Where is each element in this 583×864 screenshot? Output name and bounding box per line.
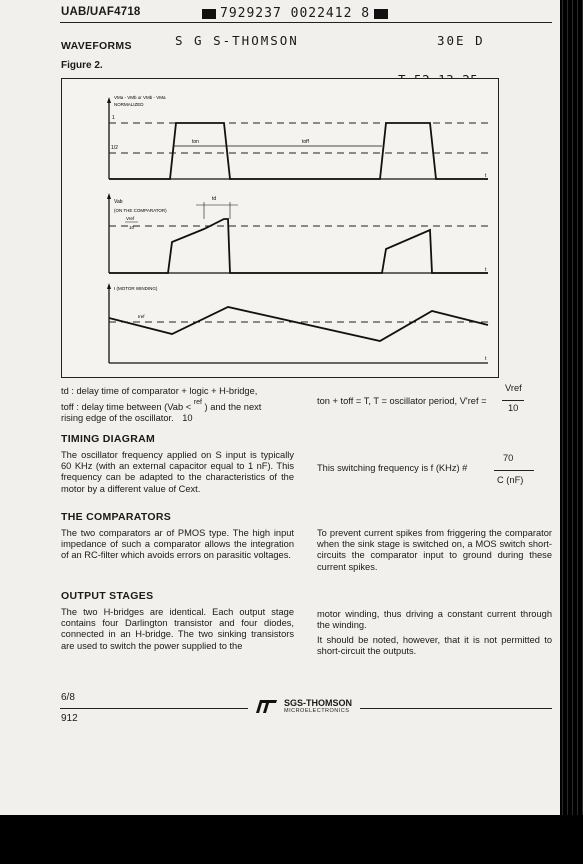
part-number: UAB/UAF4718: [61, 6, 141, 18]
plot3-iref: Iref: [138, 314, 145, 319]
section-output: OUTPUT STAGES: [61, 590, 154, 602]
toff-caption-ten: 10: [182, 413, 193, 423]
barcode-block: [202, 9, 216, 19]
section-timing: TIMING DIAGRAM: [61, 433, 156, 445]
period-denominator: 10: [508, 403, 519, 413]
toff-caption-2: [61, 413, 301, 424]
freq-fraction-bar: [494, 470, 534, 471]
plot2-vref: Vref: [126, 216, 135, 221]
timing-text: The oscillator frequency applied on S input is typically 60 KHz (with an external capacitor equal to 1 nF). This frequency can be adapted to the characteristics of the motor by a different value of Cext.: [61, 450, 294, 494]
toff-caption-a: toff : delay time between (Vab <: [61, 402, 192, 412]
output-right-2: It should be noted, however, that it is not permitted to short-circuit the outputs.: [317, 635, 552, 657]
barcode-text: 7929237 0022412 8: [220, 6, 371, 21]
footer-rule-left: [60, 708, 248, 709]
plot1-ylabel-norm: NORMALIZED: [114, 102, 144, 107]
st-logo-icon: [253, 698, 279, 714]
period-numerator: Vref: [505, 383, 522, 393]
freq-denominator: C (nF): [497, 475, 524, 485]
td-caption: td : delay time of comparator + logic + H-bridge,: [61, 386, 258, 396]
barcode: [198, 6, 392, 21]
page-fraction: 6/8: [61, 692, 75, 703]
plot3-t: t: [485, 356, 487, 362]
plot1-ylabel: VMa - VMb or VMb - VMa: [114, 95, 166, 100]
section-comparators: THE COMPARATORS: [61, 511, 172, 523]
comparators-right: To prevent current spikes from friggering the comparator when the sink stage is switched on, a MOS switch short-circuits the comparator input to ground during these current spikes.: [317, 528, 552, 572]
comparators-left: The two comparators ar of PMOS type. The high input impedance of such a comparator allows the integration of an RC-filter which avoids errors on parasitic voltages.: [61, 528, 294, 561]
footer-rule-right: [360, 708, 552, 709]
scan-edge: [560, 0, 583, 864]
plot2-ylabel: Vab: [114, 199, 123, 205]
plot3-ylabel: I (MOTOR WINDING): [114, 286, 158, 291]
stamp-text: S G S-THOMSON: [175, 33, 299, 48]
page-number: 912: [61, 713, 78, 724]
plot2-ylabel-comp: (ON THE COMPARATOR): [114, 208, 167, 213]
toff-caption-ref: ref: [193, 399, 202, 406]
brand-sub: MICROELECTRONICS: [284, 708, 350, 714]
brand-name: SGS-THOMSON: [284, 698, 353, 708]
toff-caption-b: ) and the next: [204, 402, 262, 412]
period-fraction-bar: [502, 400, 524, 401]
plot2-ten: 10: [129, 225, 135, 230]
figure-label: Figure 2.: [61, 60, 103, 71]
scan-bottom: [0, 815, 583, 864]
header-code: 30E D: [437, 33, 485, 48]
header-rule: [60, 22, 552, 23]
plot2-t: t: [485, 267, 487, 273]
figure-frame: [61, 78, 499, 378]
period-formula: ton + toff = T, T = oscillator period, V'ref =: [317, 396, 487, 406]
freq-numerator: 70: [503, 453, 514, 463]
toff-caption-c: rising edge of the oscillator.: [61, 413, 174, 423]
plot2-td: td: [212, 196, 217, 202]
freq-formula: This switching frequency is f (KHz) #: [317, 463, 468, 473]
output-right-1: motor winding, thus driving a constant current through the winding.: [317, 609, 552, 631]
waveform-diagram: [62, 79, 498, 377]
plot1-one: 1: [112, 115, 115, 121]
plot1-ton: ton: [192, 139, 199, 145]
output-left: The two H-bridges are identical. Each output stage contains four Darlington transistor and four diodes, connected in an H-bridge. The two sinking transistors are used to switch the power supplied to the: [61, 607, 294, 651]
plot1-toff: toff: [302, 139, 309, 145]
plot1-t: t: [485, 173, 487, 179]
section-waveforms: WAVEFORMS: [61, 40, 132, 52]
plot1-half: 1/2: [111, 145, 118, 151]
barcode-block: [374, 9, 388, 19]
